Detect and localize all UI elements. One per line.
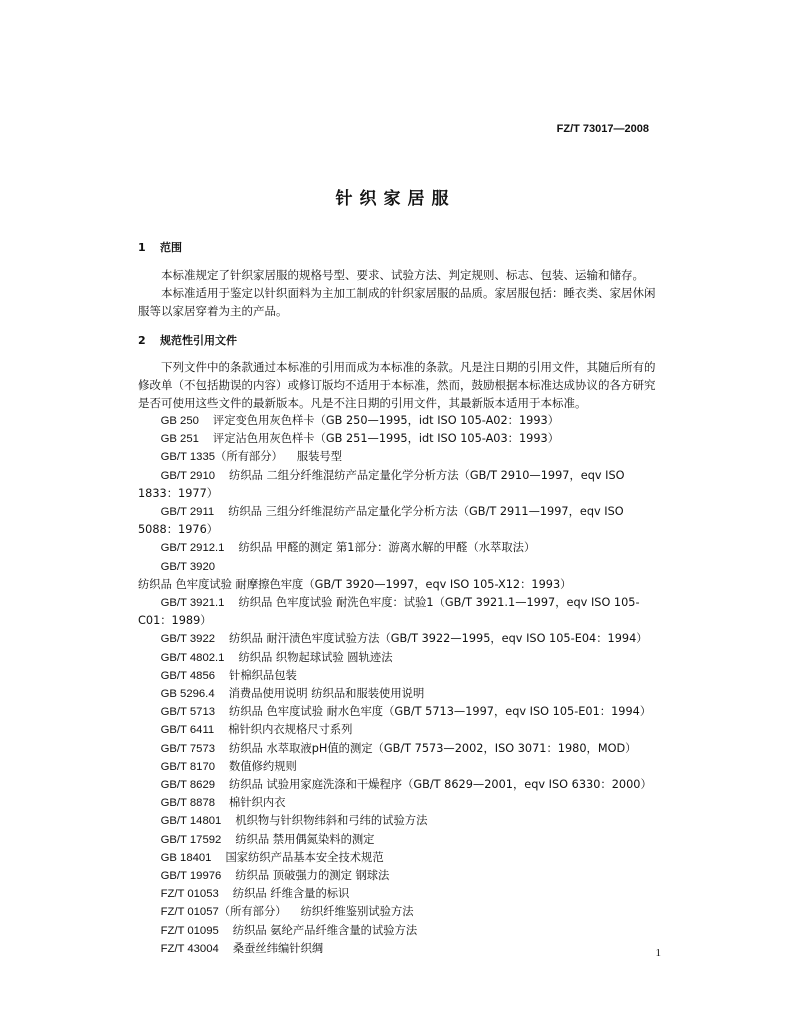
reference-item bbox=[138, 721, 658, 739]
reference-code: GB/T 8170 bbox=[160, 760, 216, 773]
reference-title: 纺织品 色牢度试验 耐水色牢度（GB/T 5713—1997，eqv ISO 105-E01：1994） bbox=[229, 705, 652, 719]
reference-code: GB/T 6411 bbox=[160, 724, 215, 737]
reference-title: 纺织品 禁用偶氮染料的测定 bbox=[235, 832, 375, 846]
reference-item bbox=[138, 594, 658, 630]
section-title: 规范性引用文件 bbox=[160, 334, 237, 347]
reference-item bbox=[138, 922, 658, 940]
reference-code: GB/T 4856 bbox=[160, 669, 216, 682]
reference-title: 纺织品 水萃取液pH值的测定（GB/T 7573—2002，ISO 3071：1980，MOD） bbox=[229, 741, 637, 755]
reference-item bbox=[138, 667, 658, 685]
section-2-heading bbox=[138, 332, 237, 348]
scope-paragraph-2: 本标准适用于鉴定以针织面料为主加工制成的针织家居服的品质。家居服包括：睡衣类、家居休闲服等以家居穿着为主的产品。 bbox=[138, 286, 656, 318]
reference-code: GB/T 19976 bbox=[160, 870, 222, 883]
section-number: 1 bbox=[138, 241, 146, 254]
standard-code: FZ/T 73017—2008 bbox=[556, 123, 649, 135]
section-1-heading bbox=[138, 239, 182, 255]
reference-title: 消费品使用说明 纺织品和服装使用说明 bbox=[228, 687, 425, 701]
reference-item bbox=[138, 539, 658, 557]
reference-title: 纺织品 色牢度试验 耐摩擦色牢度（GB/T 3920—1997，eqv ISO 105-X12：1993） bbox=[138, 577, 572, 591]
section-title: 范围 bbox=[160, 241, 182, 254]
reference-title: 数值修约规则 bbox=[229, 759, 297, 773]
reference-item bbox=[138, 448, 658, 466]
reference-code: GB/T 2910 bbox=[160, 469, 216, 482]
reference-code: GB 5296.4 bbox=[160, 688, 215, 701]
reference-code: FZ/T 01053 bbox=[160, 888, 219, 901]
reference-title: 纺织品 色牢度试验 耐洗色牢度：试验1（GB/T 3921.1—1997，eqv ISO 105-C01：1989） bbox=[138, 596, 640, 628]
reference-item bbox=[138, 630, 658, 648]
reference-code: GB/T 3921.1 bbox=[160, 597, 225, 610]
reference-title: 纺织品 耐汗渍色牢度试验方法（GB/T 3922—1995，eqv ISO 105-E04：1994） bbox=[229, 632, 648, 646]
reference-title: 服装号型 bbox=[296, 450, 343, 464]
reference-code: GB/T 1335（所有部分） bbox=[160, 451, 283, 464]
reference-title: 机织物与针织物纬斜和弓纬的试验方法 bbox=[235, 814, 428, 828]
reference-title: 针棉织品包装 bbox=[229, 668, 297, 682]
reference-title: 纺织品 三组分纤维混纺产品定量化学分析方法（GB/T 2911—1997，eqv ISO 5088：1976） bbox=[138, 505, 624, 537]
reference-title: 纺织品 顶破强力的测定 钢球法 bbox=[235, 869, 390, 883]
reference-item bbox=[138, 740, 658, 758]
reference-title: 国家纺织产品基本安全技术规范 bbox=[225, 850, 384, 864]
reference-item bbox=[138, 467, 658, 503]
reference-code: GB/T 2911 bbox=[160, 506, 215, 519]
reference-title: 纺织品 试验用家庭洗涤和干燥程序（GB/T 8629—2001，eqv ISO 6330：2000） bbox=[229, 778, 652, 792]
normative-references-list bbox=[138, 412, 658, 958]
reference-title: 桑蚕丝纬编针织绸 bbox=[232, 941, 324, 955]
reference-code: GB/T 17592 bbox=[160, 833, 222, 846]
reference-title: 纺织品 二组分纤维混纺产品定量化学分析方法（GB/T 2910—1997，eqv ISO 1833：1977） bbox=[138, 468, 625, 500]
reference-item bbox=[138, 867, 658, 885]
reference-code: GB/T 5713 bbox=[160, 706, 216, 719]
reference-code: GB/T 8878 bbox=[160, 797, 216, 810]
reference-title: 评定变色用灰色样卡（GB 250—1995，idt ISO 105-A02：1993） bbox=[212, 414, 560, 427]
reference-item bbox=[138, 558, 658, 594]
reference-code: GB/T 8629 bbox=[160, 779, 216, 792]
reference-code: GB/T 2912.1 bbox=[160, 542, 225, 555]
reference-item bbox=[138, 849, 658, 867]
reference-item bbox=[138, 649, 658, 667]
reference-item bbox=[138, 903, 658, 921]
reference-item bbox=[138, 703, 658, 721]
reference-item bbox=[138, 940, 658, 958]
reference-code: FZ/T 01095 bbox=[160, 924, 219, 937]
scope-paragraph-1: 本标准规定了针织家居服的规格号型、要求、试验方法、判定规则、标志、包装、运输和储存。 bbox=[161, 268, 644, 282]
section-number: 2 bbox=[138, 334, 146, 347]
reference-item bbox=[138, 831, 658, 849]
reference-title: 纺织纤维鉴别试验方法 bbox=[300, 905, 414, 919]
reference-title: 纺织品 织物起球试验 圆轨迹法 bbox=[238, 650, 393, 664]
page-number: 1 bbox=[655, 947, 661, 959]
reference-item bbox=[138, 758, 658, 776]
reference-title: 棉针织内衣 bbox=[229, 796, 286, 810]
reference-item bbox=[138, 885, 658, 903]
reference-code: GB 251 bbox=[160, 433, 199, 446]
reference-title: 纺织品 甲醛的测定 第1部分：游离水解的甲醛（水萃取法） bbox=[238, 541, 536, 555]
reference-title: 纺织品 氨纶产品纤维含量的试验方法 bbox=[232, 923, 418, 937]
reference-item bbox=[138, 776, 658, 794]
reference-code: GB 18401 bbox=[160, 851, 212, 864]
reference-title: 棉针织内衣规格尺寸系列 bbox=[228, 723, 353, 737]
reference-item bbox=[138, 412, 658, 430]
reference-code: GB 250 bbox=[160, 415, 199, 427]
reference-item bbox=[138, 685, 658, 703]
reference-title: 纺织品 纤维含量的标识 bbox=[232, 887, 350, 901]
reference-item bbox=[138, 794, 658, 812]
reference-code: GB/T 4802.1 bbox=[160, 651, 225, 664]
reference-code: FZ/T 01057（所有部分） bbox=[160, 906, 287, 919]
document-title: 针织家居服 bbox=[335, 189, 456, 209]
reference-code: GB/T 7573 bbox=[160, 742, 216, 755]
reference-item bbox=[138, 812, 658, 830]
reference-item bbox=[138, 430, 658, 448]
reference-title: 评定沾色用灰色样卡（GB 251—1995，idt ISO 105-A03：1993） bbox=[212, 432, 560, 446]
reference-code: FZ/T 43004 bbox=[160, 942, 219, 955]
reference-code: GB/T 3922 bbox=[160, 633, 216, 646]
reference-code: GB/T 3920 bbox=[160, 560, 216, 573]
reference-item bbox=[138, 503, 658, 539]
reference-code: GB/T 14801 bbox=[160, 815, 222, 828]
references-intro-paragraph: 下列文件中的条款通过本标准的引用而成为本标准的条款。凡是注日期的引用文件，其随后所有的修改单（不包括勘误的内容）或修订版均不适用于本标准，然而，鼓励根据本标准达成协议的各方研究是否可使用这些文件的最新版本。凡是不注日期的引用文件，其最新版本适用于本标准。 bbox=[138, 360, 656, 410]
